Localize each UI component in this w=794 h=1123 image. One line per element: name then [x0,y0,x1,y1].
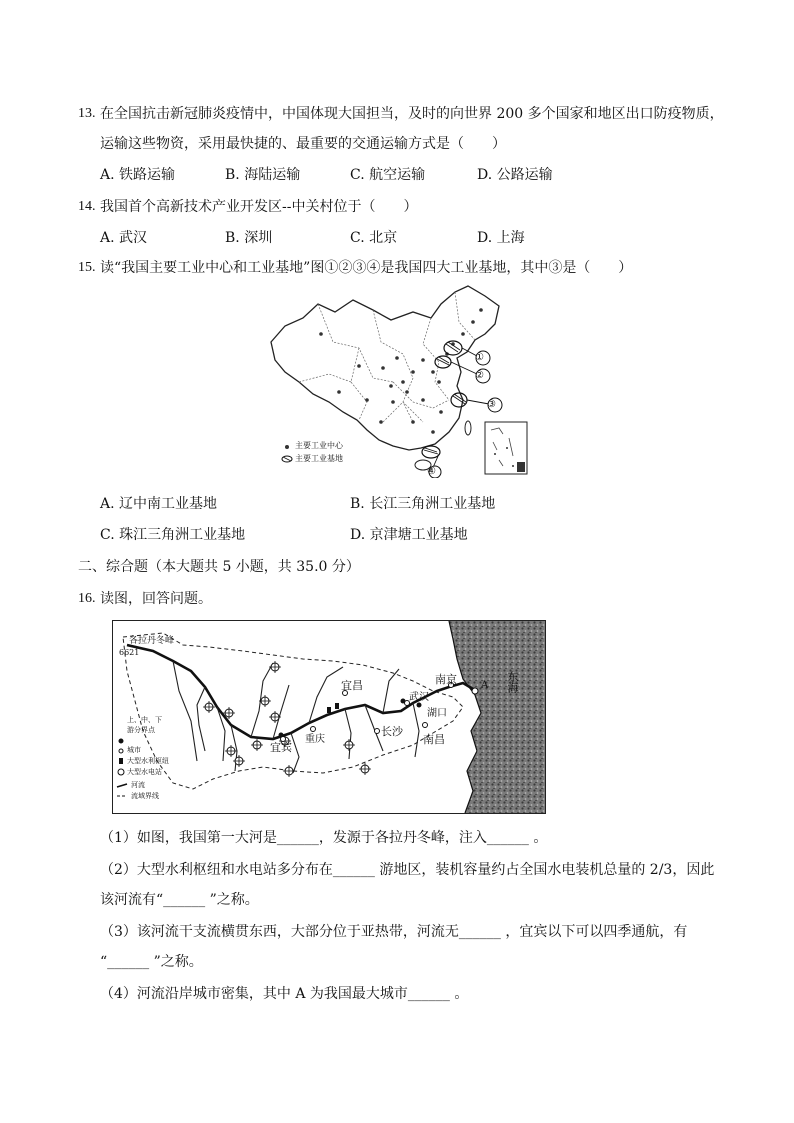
map-legend-split-2: 游分界点 [127,726,155,734]
q13-stem-line2: 运输这些物资，采用最快捷的、最重要的交通运输方式是（ ） [100,136,506,152]
q15-option-d: D. 京津塘工业基地 [350,527,468,543]
map-marker-4: ④ [427,466,436,477]
q16-sub3-line2: “______ ”之称。 [100,954,203,970]
q16-number: 16. [78,591,96,606]
q16-stem: 读图，回答问题。 [100,591,212,607]
map-legend [117,739,127,796]
map-legend-river: 河流 [131,781,145,789]
map-city-nanchang: 南昌 [423,733,445,746]
q16-sub2-line2: 该河流有“______ ”之称。 [100,892,259,908]
map-legend-boundary: 流域界线 [131,792,159,800]
q14-option-a: A. 武汉 [100,230,148,246]
map-source-elevation: 6621 [119,648,140,657]
q16-sub4: （4）河流沿岸城市密集，其中 A 为我国最大城市______ 。 [100,986,469,1002]
q15-option-b: B. 长江三角洲工业基地 [350,496,496,512]
map-city-yibin: 宜宾 [270,741,292,754]
map-source-label: 各拉丹冬峰 [129,636,175,646]
map-marker-3: ③ [487,399,496,410]
basin-boundary [123,633,463,789]
q15-option-c: C. 珠江三角洲工业基地 [100,527,246,543]
map-legend-split-1: 上、中、下 [127,716,162,724]
q13-option-a: A. 铁路运输 [100,167,176,183]
map-legend-hydro: 大型水电站 [127,768,162,776]
china-industry-map [263,282,531,478]
q13-option-d: D. 公路运输 [477,167,553,183]
map-sea-label: 东海 [506,671,519,693]
q15-stem: 读“我国主要工业中心和工业基地”图①②③④是我国四大工业基地，其中③是（ ） [100,260,633,276]
q14-stem: 我国首个高新技术产业开发区--中关村位于（ ） [100,199,418,215]
q14-option-d: D. 上海 [477,230,525,246]
q13-option-c: C. 航空运输 [350,167,426,183]
q13-number: 13. [78,106,96,121]
q16-sub1: （1）如图，我国第一大河是______，发源于各拉丹冬峰，注入______ 。 [100,830,548,846]
q15-option-a: A. 辽中南工业基地 [100,496,218,512]
map-marker-1: ① [475,352,484,363]
map-city-nanjing: 南京 [435,673,457,686]
map-legend-dam: 大型水利枢纽 [127,757,169,765]
east-sea-area [449,621,545,813]
map-city-chongqing: 重庆 [305,734,325,745]
q16-sub2-line1: （2）大型水利枢纽和水电站多分布在______ 游地区，装机容量约占全国水电装机总量的 2/3，因此 [100,862,715,878]
map-legend-center: 主要工业中心 [295,441,343,450]
section2-title: 二、综合题（本大题共 5 小题，共 35.0 分） [78,559,360,575]
map-legend-city: 城市 [127,746,141,754]
map-city-hukou: 湖口 [427,708,447,719]
map-marker-2: ② [475,370,484,381]
map-city-a: A [481,680,489,691]
q16-sub3-line1: （3）该河流干支流横贯东西，大部分位于亚热带，河流无______ ，宜宾以下可以四季通航，有 [100,924,688,940]
map-city-wuhan: 武汉 [409,692,429,703]
map-city-yichang: 宜昌 [341,679,363,692]
q15-number: 15. [78,260,96,275]
q14-number: 14. [78,199,96,214]
q14-option-c: C. 北京 [350,230,398,246]
map-city-changsha: 长沙 [381,725,403,738]
q14-option-b: B. 深圳 [225,230,273,246]
q13-option-b: B. 海陆运输 [225,167,301,183]
q13-stem-line1: 在全国抗击新冠肺炎疫情中，中国体现大国担当，及时的向世界 200 多个国家和地区出口防疫物质， [100,106,724,122]
yangtze-river-map [112,620,546,814]
map-legend-base: 主要工业基地 [295,454,343,463]
